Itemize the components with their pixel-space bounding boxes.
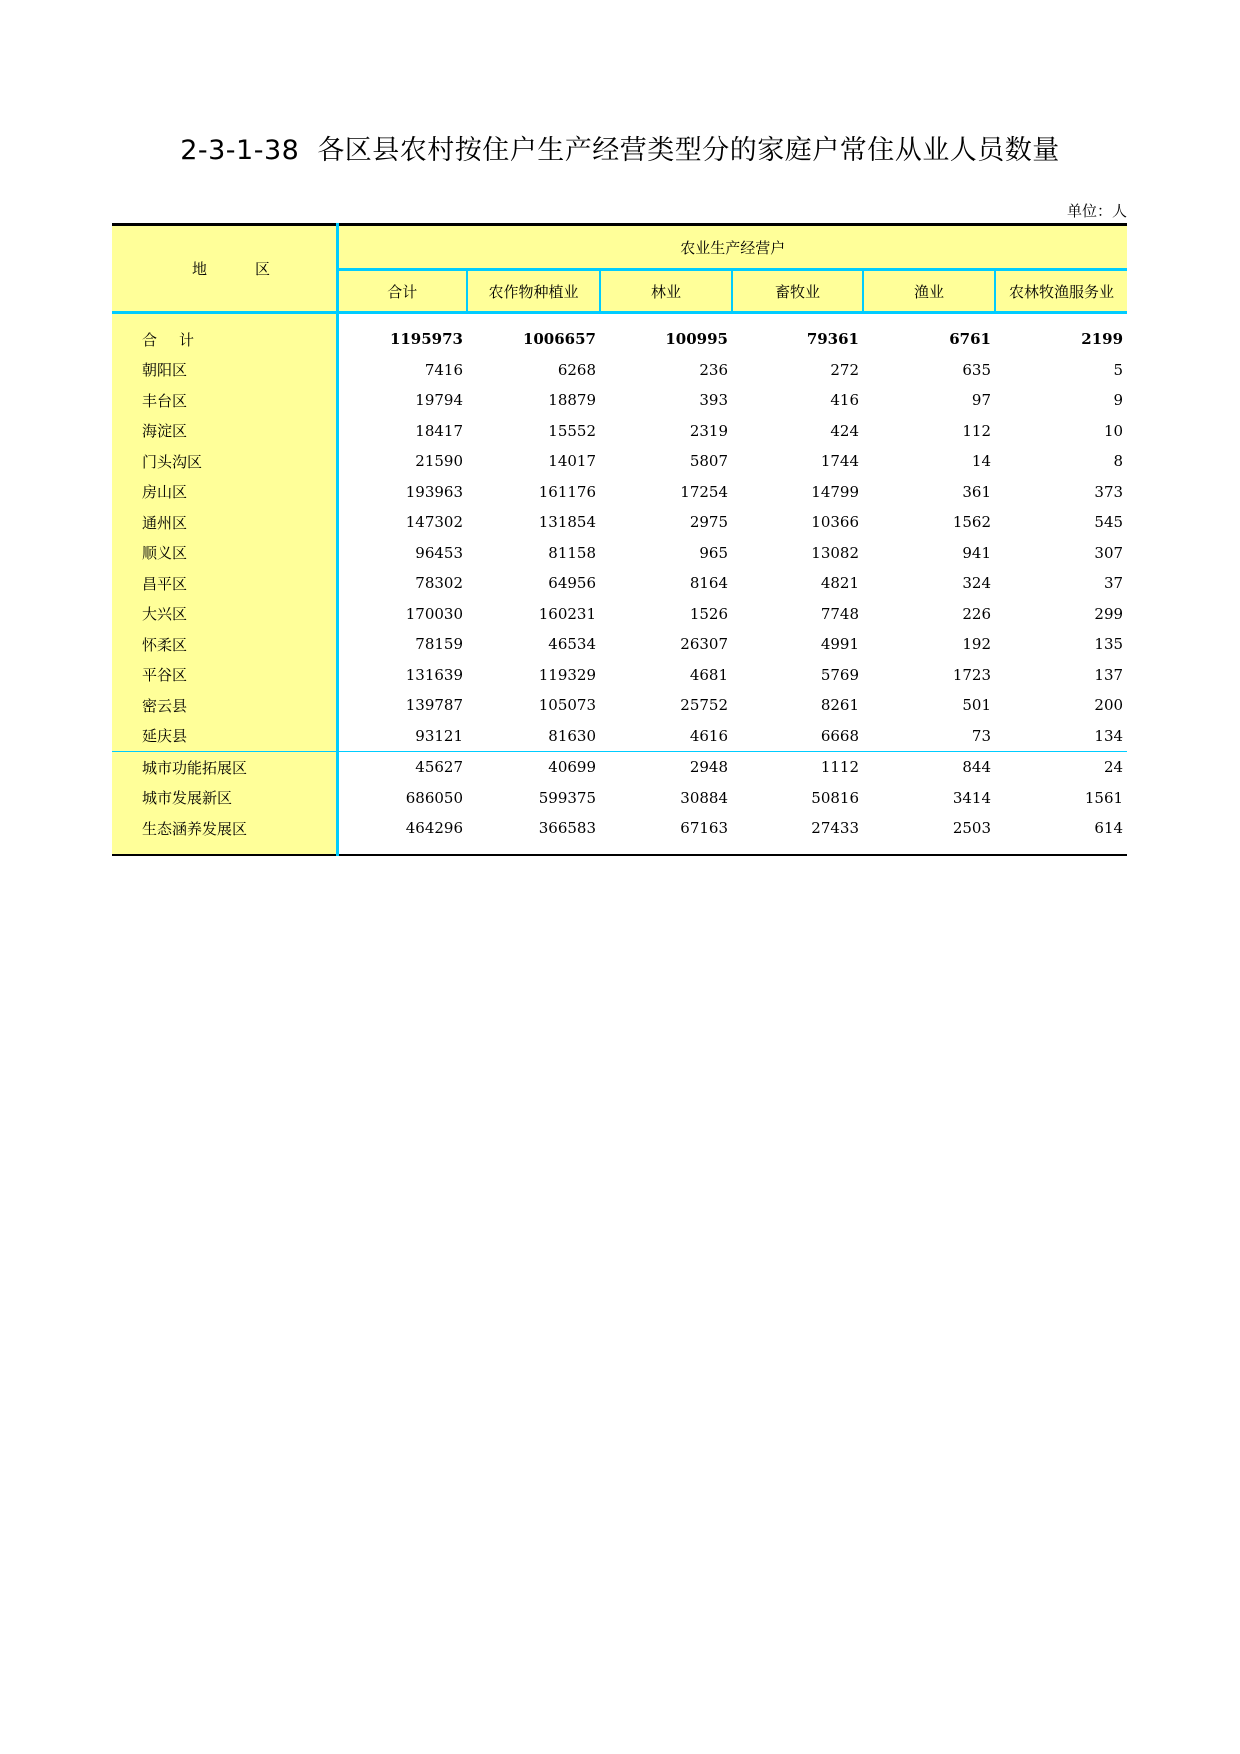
cell-value: 18417	[415, 421, 463, 440]
cell-value: 193963	[405, 482, 463, 501]
table-row	[112, 416, 1127, 447]
cell-value: 424	[830, 421, 859, 440]
page-title	[0, 128, 1240, 167]
cell-value: 4991	[820, 635, 859, 654]
cell-value: 79361	[806, 330, 859, 349]
cell-value: 1723	[952, 665, 991, 684]
cell-value: 393	[699, 391, 728, 410]
cell-value: 78302	[415, 574, 463, 593]
col-header-fishery: 渔业	[863, 270, 995, 313]
cell-value: 105073	[538, 696, 596, 715]
cell-value: 5	[1113, 360, 1124, 379]
cell-value: 112	[962, 421, 991, 440]
region-header: 地 区	[112, 225, 337, 313]
row-label: 合 计	[112, 313, 337, 355]
table-row	[112, 355, 1127, 386]
cell-value: 14	[971, 452, 991, 471]
table-row-total	[112, 313, 1127, 355]
cell-value: 361	[962, 482, 991, 501]
row-label: 通州区	[112, 507, 337, 538]
cell-value: 1112	[732, 752, 863, 783]
cell-value: 366583	[467, 813, 600, 855]
cell-value: 19794	[415, 391, 463, 410]
row-label: 昌平区	[112, 568, 337, 599]
cell-value: 501	[962, 696, 991, 715]
row-label: 延庆县	[112, 721, 337, 752]
cell-value: 13082	[811, 543, 859, 562]
cell-value: 135	[1094, 635, 1124, 654]
cell-value: 1744	[820, 452, 859, 471]
cell-value: 307	[1094, 543, 1124, 562]
cell-value: 1195973	[389, 330, 463, 349]
table-row	[112, 783, 1127, 814]
cell-value: 14017	[548, 452, 596, 471]
col-header-animal-husbandry: 畜牧业	[732, 270, 863, 313]
cell-value: 25752	[680, 696, 728, 715]
cell-value: 8261	[820, 696, 859, 715]
data-table-container	[112, 223, 1127, 856]
cell-value: 160231	[538, 604, 596, 623]
table-row	[112, 721, 1127, 752]
cell-value: 844	[863, 752, 995, 783]
col-header-forestry: 林业	[600, 270, 732, 313]
cell-value: 46534	[548, 635, 596, 654]
table-row	[112, 568, 1127, 599]
cell-value: 81158	[548, 543, 596, 562]
cell-value: 965	[699, 543, 728, 562]
cell-value: 8	[1113, 452, 1124, 471]
cell-value: 134	[1094, 726, 1124, 745]
unit-label: 单位：人	[1066, 202, 1127, 220]
cell-value: 9	[1113, 391, 1124, 410]
cell-value: 26307	[680, 635, 728, 654]
cell-value: 4821	[820, 574, 859, 593]
row-label: 平谷区	[112, 660, 337, 691]
table-row	[112, 752, 1127, 783]
row-label: 海淀区	[112, 416, 337, 447]
table-row	[112, 660, 1127, 691]
cell-value: 3414	[952, 788, 991, 807]
cell-value: 131854	[538, 513, 596, 532]
cell-value: 119329	[538, 665, 596, 684]
cell-value: 5769	[820, 665, 859, 684]
cell-value: 2503	[863, 813, 995, 855]
cell-value: 67163	[600, 813, 732, 855]
row-label: 大兴区	[112, 599, 337, 630]
cell-value: 147302	[405, 513, 463, 532]
cell-value: 299	[1094, 604, 1124, 623]
cell-value: 6761	[949, 330, 991, 349]
cell-value: 139787	[405, 696, 463, 715]
cell-value: 1526	[689, 604, 728, 623]
cell-value: 18879	[548, 391, 596, 410]
cell-value: 2199	[1081, 330, 1124, 349]
cell-value: 686050	[405, 788, 463, 807]
cell-value: 97	[971, 391, 991, 410]
cell-value: 131639	[405, 665, 463, 684]
cell-value: 93121	[415, 726, 463, 745]
cell-value: 161176	[538, 482, 596, 501]
cell-value: 15552	[548, 421, 596, 440]
cell-value: 6668	[820, 726, 859, 745]
cell-value: 1006657	[522, 330, 596, 349]
row-label: 朝阳区	[112, 355, 337, 386]
row-label: 城市功能拓展区	[112, 752, 337, 783]
cell-value: 5807	[689, 452, 728, 471]
table-number: 2-3-1-38	[180, 135, 300, 166]
cell-value: 21590	[415, 452, 463, 471]
cell-value: 464296	[337, 813, 467, 855]
cell-value: 4616	[689, 726, 728, 745]
row-label: 生态涵养发展区	[112, 813, 337, 855]
table-row	[112, 507, 1127, 538]
table-title-text: 各区县农村按住户生产经营类型分的家庭户常住从业人员数量	[317, 135, 1060, 166]
cell-value: 17254	[680, 482, 728, 501]
cell-value: 170030	[405, 604, 463, 623]
table-row	[112, 538, 1127, 569]
cell-value: 8164	[689, 574, 728, 593]
cell-value: 635	[962, 360, 991, 379]
cell-value: 200	[1094, 696, 1124, 715]
table-row	[112, 477, 1127, 508]
cell-value: 96453	[415, 543, 463, 562]
cell-value: 64956	[548, 574, 596, 593]
table-row	[112, 599, 1127, 630]
row-label: 房山区	[112, 477, 337, 508]
cell-value: 324	[962, 574, 991, 593]
data-table	[112, 223, 1127, 856]
cell-value: 50816	[811, 788, 859, 807]
col-header-crop: 农作物种植业	[467, 270, 600, 313]
table-row	[112, 813, 1127, 855]
cell-value: 1562	[952, 513, 991, 532]
cell-value: 10366	[811, 513, 859, 532]
cell-value: 6268	[557, 360, 596, 379]
cell-value: 2948	[600, 752, 732, 783]
cell-value: 137	[1094, 665, 1124, 684]
row-label: 顺义区	[112, 538, 337, 569]
cell-value: 7416	[424, 360, 463, 379]
row-label: 怀柔区	[112, 629, 337, 660]
cell-value: 37	[1103, 574, 1124, 593]
cell-value: 236	[699, 360, 728, 379]
row-label: 门头沟区	[112, 446, 337, 477]
cell-value: 24	[995, 752, 1127, 783]
cell-value: 192	[962, 635, 991, 654]
cell-value: 10	[1103, 421, 1124, 440]
cell-value: 545	[1094, 513, 1124, 532]
cell-value: 30884	[680, 788, 728, 807]
cell-value: 78159	[415, 635, 463, 654]
cell-value: 614	[995, 813, 1127, 855]
cell-value: 14799	[811, 482, 859, 501]
row-label: 丰台区	[112, 385, 337, 416]
table-row	[112, 690, 1127, 721]
cell-value: 27433	[732, 813, 863, 855]
cell-value: 40699	[467, 752, 600, 783]
cell-value: 2319	[689, 421, 728, 440]
cell-value: 81630	[548, 726, 596, 745]
cell-value: 4681	[689, 665, 728, 684]
table-row	[112, 385, 1127, 416]
cell-value: 941	[962, 543, 991, 562]
col-header-total: 合计	[337, 270, 467, 313]
cell-value: 272	[830, 360, 859, 379]
col-header-services: 农林牧渔服务业	[995, 270, 1127, 313]
cell-value: 1561	[1084, 788, 1124, 807]
cell-value: 7748	[820, 604, 859, 623]
table-row	[112, 446, 1127, 477]
cell-value: 45627	[337, 752, 467, 783]
table-row	[112, 629, 1127, 660]
cell-value: 226	[962, 604, 991, 623]
cell-value: 416	[830, 391, 859, 410]
group-header: 农业生产经营户	[337, 225, 1127, 270]
cell-value: 73	[971, 726, 991, 745]
cell-value: 599375	[538, 788, 596, 807]
row-label: 密云县	[112, 690, 337, 721]
row-label: 城市发展新区	[112, 783, 337, 814]
cell-value: 373	[1094, 482, 1124, 501]
cell-value: 100995	[665, 330, 728, 349]
cell-value: 2975	[689, 513, 728, 532]
